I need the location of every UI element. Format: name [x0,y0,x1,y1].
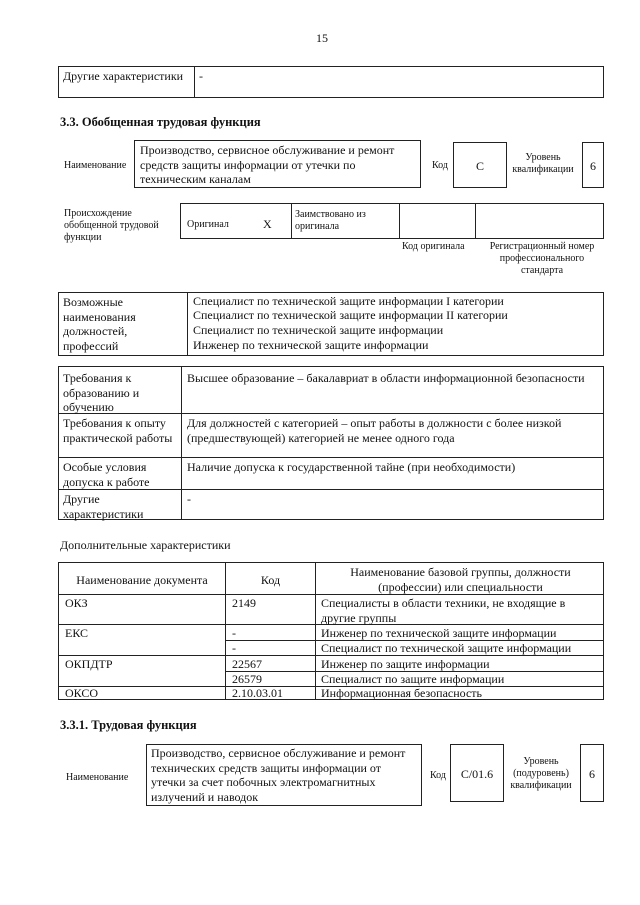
col-header-name: Наименование базовой группы, должности (профессии) или специальности [350,565,571,594]
req-education-label: Требования к образованию и обучению [63,371,140,414]
table-row-code: - [232,641,236,655]
positions-item-3: Специалист по технической защите информации [193,323,444,337]
req-admission-label: Особые условия допуска к работе [63,460,150,489]
table-row-name: Специалисты в области техники, не входящие в другие группы [321,596,566,625]
gen-level-value [582,142,604,188]
gen-name-text: Производство, сервисное обслуживание и ремонт средств защиты информации от утечки по техническим каналам [140,143,395,186]
req-admission-value: Наличие допуска к государственной тайне (при необходимости) [187,460,516,474]
origin-original-label: Оригинал [187,219,229,230]
top-characteristics-value: - [199,69,203,83]
positions-label: Возможные наименования должностей, профессий [63,295,136,353]
table-row-name: Специалист по защите информации [321,672,505,686]
table-row-doc: ОКПДТР [65,657,113,671]
table-row-doc: ЕКС [65,626,89,640]
labor-code-label: Код [430,770,446,781]
gen-level-text: 6 [590,159,596,173]
table-row-name: Информационная безопасность [321,686,482,700]
positions-item-1: Специалист по технической защите информации I категории [193,294,504,308]
origin-label: Происхождение обобщенной трудовой функции [64,208,159,243]
gen-code-text: C [475,159,484,173]
labor-level-value [580,744,604,802]
positions-item-2: Специалист по технической защите информации II категории [193,308,508,322]
labor-level-text: 6 [589,767,595,781]
table-row-code: 2149 [232,596,256,610]
positions-table [58,292,604,356]
col-header-document: Наименование документа [76,573,208,587]
additional-title: Дополнительные характеристики [60,538,231,552]
gen-name-value [134,140,421,188]
reg-number-caption: Регистрационный номер профессионального стандарта [489,241,595,276]
req-other-label: Другие характеристики [63,492,144,521]
table-row-code: - [232,626,236,640]
additional-table [58,562,604,700]
requirements-table [58,366,604,520]
labor-name-label: Наименование [66,772,129,783]
table-row-code: 26579 [232,672,262,686]
req-other-value: - [187,492,191,506]
labor-name-value [146,744,422,806]
table-row-code: 22567 [232,657,262,671]
gen-name-label: Наименование [64,160,127,171]
table-row-doc: ОКСО [65,686,99,700]
labor-name-text: Производство, сервисное обслуживание и ремонт технических средств защиты информации от утечки за счет побочных электромагнитных излучений и наводок [151,746,406,804]
positions-item-4: Инженер по технической защите информации [193,338,429,352]
origin-table [180,203,604,239]
labor-function-heading: 3.3.1. Трудовая функция [60,718,197,732]
top-characteristics-table [58,66,604,98]
labor-code-value [450,744,504,802]
section-heading: 3.3. Обобщенная трудовая функция [60,115,261,129]
col-header-code: Код [260,573,281,587]
table-row-name: Специалист по технической защите информации [321,641,572,655]
req-experience-value: Для должностей с категорией – опыт работы в должности с более низкой (предшествующей) категорией не менее одного года [187,416,562,445]
gen-code-value [453,142,507,188]
table-row-name: Инженер по технической защите информации [321,626,557,640]
table-row-name: Инженер по защите информации [321,657,490,671]
top-characteristics-label: Другие характеристики [63,69,184,83]
code-original-caption: Код оригинала [402,241,465,252]
origin-borrowed-label: Заимствовано из оригинала [295,209,366,232]
gen-level-label: Уровень квалификации [512,152,574,175]
labor-code-text: C/01.6 [460,767,494,781]
gen-code-label: Код [432,160,448,171]
req-experience-label: Требования к опыту практической работы [63,416,173,445]
table-row-doc: ОКЗ [65,596,88,610]
page-number: 15 [316,31,328,45]
table-row-code: 2.10.03.01 [232,686,283,700]
labor-level-label: Уровень (подуровень) квалификации [510,756,572,791]
origin-original-mark: X [263,217,272,231]
req-education-value: Высшее образование – бакалавриат в области информационной безопасности [187,371,585,385]
